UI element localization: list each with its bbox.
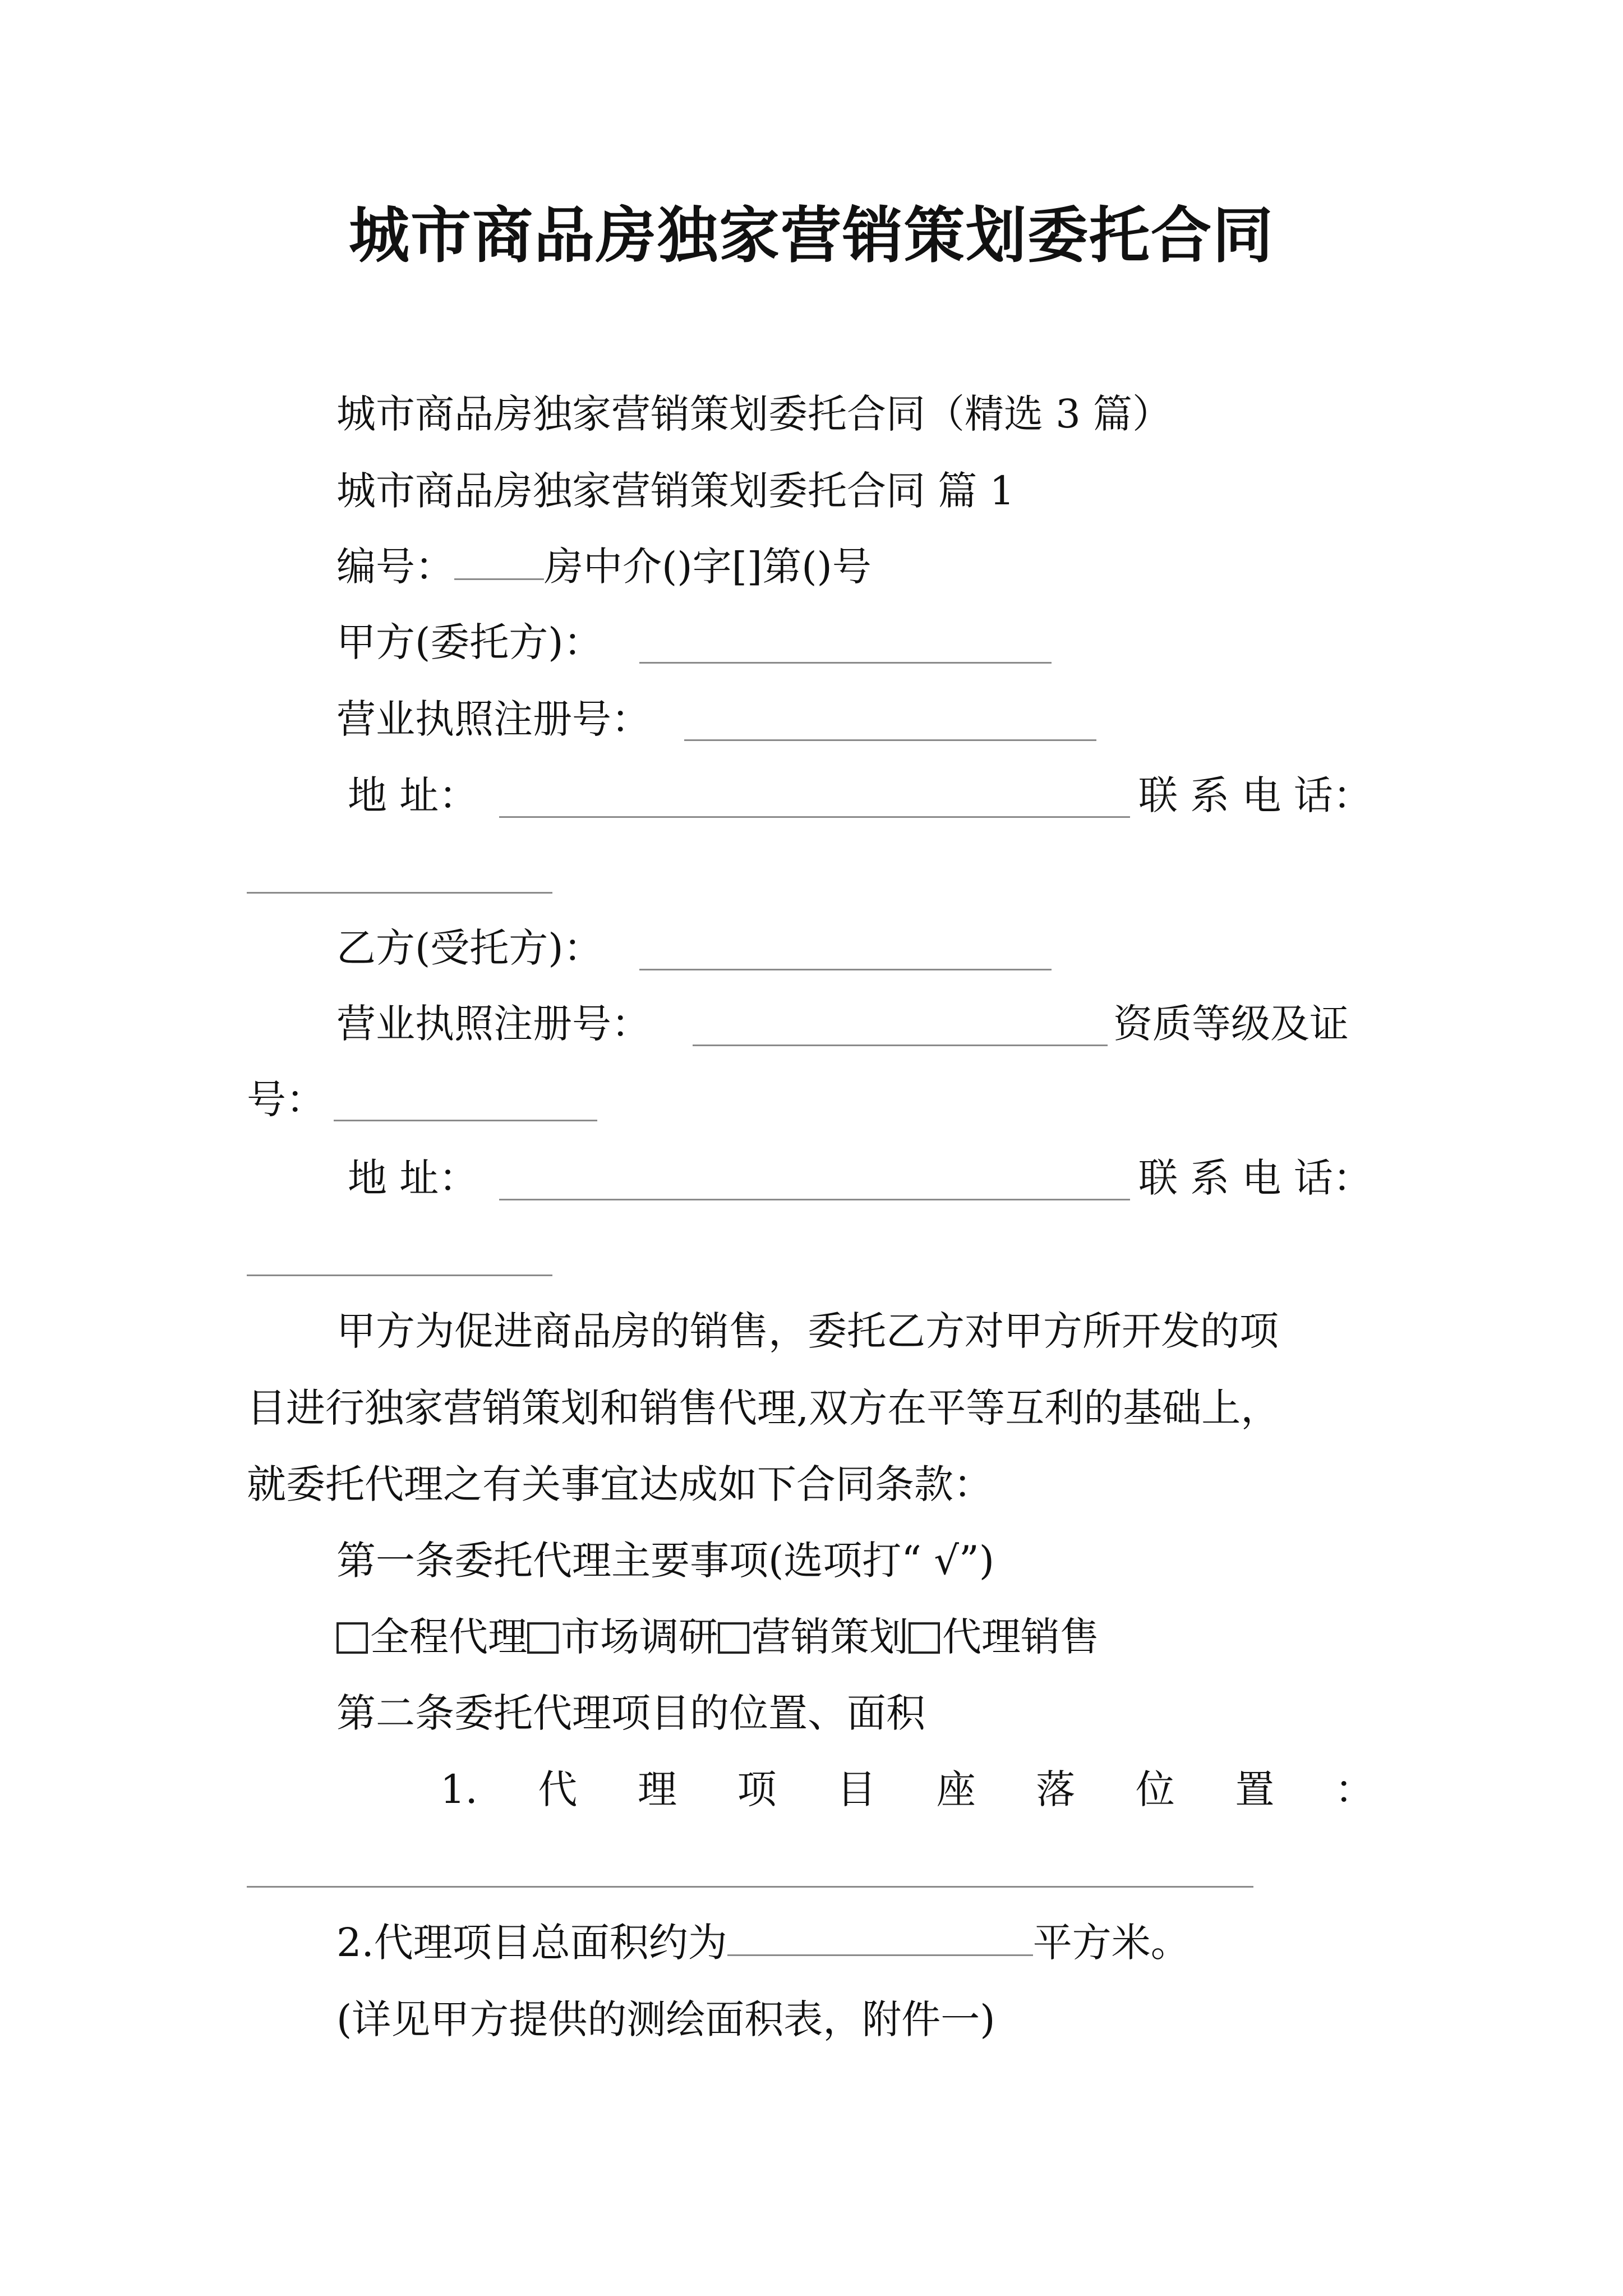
checkbox-sales-agency[interactable] — [909, 1622, 940, 1654]
checkbox-marketing-plan[interactable] — [718, 1622, 749, 1654]
location-line — [440, 1761, 1374, 1818]
location-char: 1. — [440, 1766, 478, 1812]
intro-line-3: 就委托代理之有关事宜达成如下合同条款： — [247, 1461, 993, 1507]
location-char: 项 — [737, 1766, 777, 1812]
article-heading: 城市商品房独家营销策划委托合同 篇 1 — [336, 468, 1015, 514]
qualification-label: 资质等级及证 — [1113, 1001, 1349, 1047]
phone-label-a: 联 系 电 话： — [1138, 772, 1372, 818]
phone-label-b: 联 系 电 话： — [1138, 1155, 1372, 1201]
party-a-blank — [639, 662, 1052, 664]
qualification-cont: 号： — [247, 1076, 325, 1122]
party-b-label: 乙方(受托方)： — [336, 925, 603, 971]
area-suffix: 平方米。 — [1032, 1920, 1190, 1966]
contract-number — [336, 539, 872, 595]
subtitle: 城市商品房独家营销策划委托合同（精选 3 篇） — [336, 391, 1172, 437]
party-b-blank — [639, 969, 1052, 970]
location-char: 座 — [936, 1766, 976, 1812]
location-char: 位 — [1135, 1766, 1175, 1812]
location-char: 落 — [1036, 1766, 1076, 1812]
address-label-a: 地 址： — [348, 772, 478, 818]
document-title: 城市商品房独家营销策划委托合同 — [348, 200, 1274, 271]
article-2-title: 第二条委托代理项目的位置、面积 — [336, 1690, 925, 1736]
phone-b-blank — [247, 1274, 552, 1276]
party-a-label: 甲方(委托方)： — [336, 619, 603, 665]
area-line — [336, 1915, 1190, 1971]
checkbox-full-agency[interactable] — [336, 1622, 368, 1654]
option-full-agency: 全程代理 — [370, 1614, 527, 1660]
intro-line-1: 甲方为促进商品房的销售，委托乙方对甲方所开发的项 — [336, 1308, 1279, 1354]
license-b-blank — [693, 1045, 1108, 1046]
option-sales-agency: 代理销售 — [942, 1614, 1099, 1660]
intro-line-2: 目进行独家营销策划和销售代理,双方在平等互利的基础上， — [247, 1385, 1280, 1431]
license-a-blank — [684, 739, 1096, 741]
area-prefix: 2.代理项目总面积约为 — [336, 1920, 727, 1966]
number-label: 编号： — [336, 544, 454, 590]
license-label-b: 营业执照注册号： — [336, 1001, 651, 1047]
option-market-research: 市场调研 — [561, 1614, 718, 1660]
address-a-blank — [499, 816, 1130, 818]
location-char: 目 — [837, 1766, 877, 1812]
location-blank — [247, 1886, 1253, 1888]
address-b-blank — [499, 1199, 1130, 1200]
phone-a-blank — [247, 892, 552, 894]
qualification-blank — [334, 1120, 597, 1121]
option-marketing-plan: 营销策划 — [751, 1614, 909, 1660]
number-blank — [454, 545, 544, 580]
number-text: 房中介()字[]第()号 — [544, 544, 872, 590]
area-blank — [727, 1921, 1033, 1956]
location-char: 代 — [538, 1766, 578, 1812]
location-char: 置 — [1235, 1766, 1275, 1812]
checkbox-market-research[interactable] — [527, 1622, 559, 1654]
location-char: 理 — [637, 1766, 677, 1812]
address-label-b: 地 址： — [348, 1155, 478, 1201]
license-label-a: 营业执照注册号： — [336, 696, 651, 742]
location-char: ： — [1335, 1766, 1374, 1812]
area-note: (详见甲方提供的测绘面积表，附件一) — [336, 1996, 995, 2042]
options-row — [336, 1609, 1099, 1665]
article-1-title: 第一条委托代理主要事项(选项打“ √”) — [336, 1538, 995, 1584]
